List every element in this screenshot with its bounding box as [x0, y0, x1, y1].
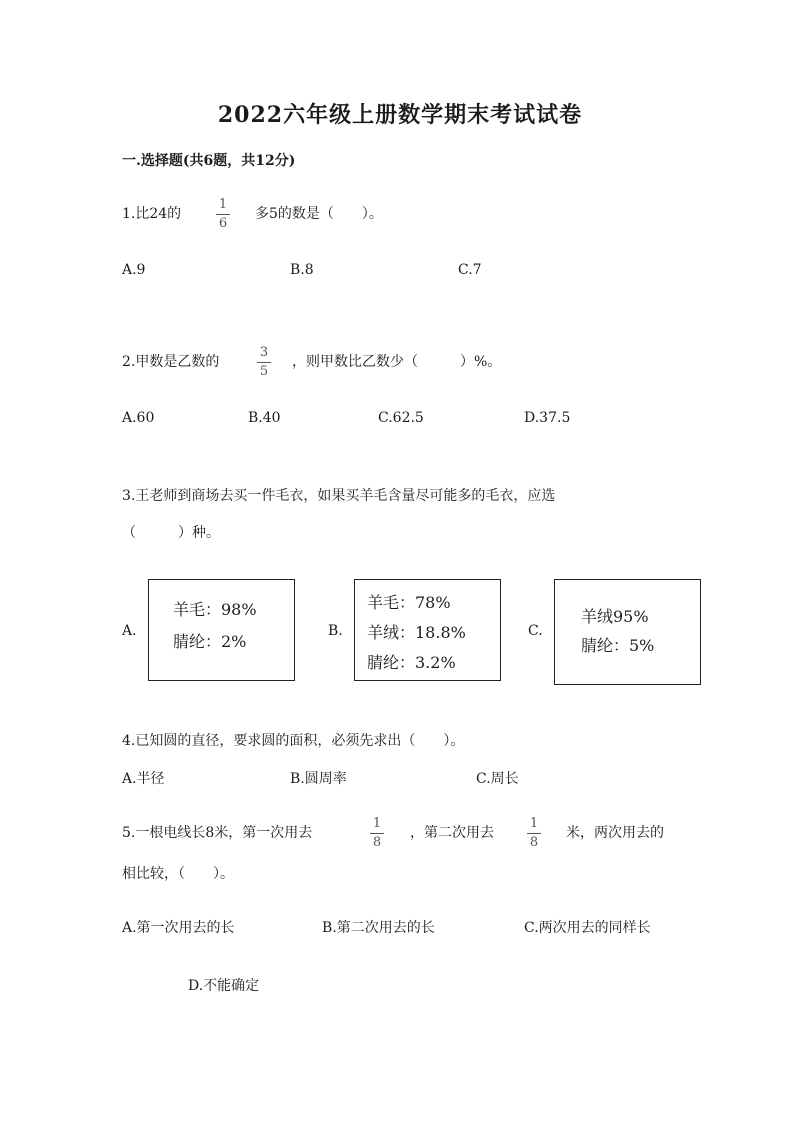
question-4-text: 4.已知圆的直径，要求圆的面积，必须先求出（ ）。: [122, 733, 465, 749]
question-3-option-a-box[interactable]: [148, 579, 295, 681]
question-3-option-a-label[interactable]: A.: [122, 623, 137, 639]
question-5-option-d[interactable]: D.不能确定: [188, 978, 260, 994]
question-3-text-line1: 3.王老师到商场去买一件毛衣，如果买羊毛含量尽可能多的毛衣，应选: [122, 488, 556, 504]
question-5-option-b[interactable]: B.第二次用去的长: [322, 920, 435, 936]
question-5-fraction-2: [524, 817, 544, 850]
question-1-option-b[interactable]: B.8: [290, 262, 314, 278]
fraction-numerator: 3: [259, 345, 269, 360]
question-1-fraction: [213, 198, 233, 231]
section-heading: 一.选择题(共6题，共12分): [122, 153, 296, 169]
question-2-option-a[interactable]: A.60: [122, 410, 155, 426]
composition-line: 腈纶：2%: [173, 632, 247, 651]
question-1-text-post: 多5的数是（ ）。: [255, 206, 383, 222]
question-2-option-b[interactable]: B.40: [248, 410, 281, 426]
question-2-text-post: ，则甲数比乙数少（ ）%。: [292, 354, 502, 370]
question-3-option-c-box[interactable]: [554, 579, 701, 685]
composition-line: 腈纶：3.2%: [367, 653, 456, 672]
question-5-fraction-1: [367, 817, 387, 850]
fraction-numerator: 1: [218, 197, 228, 212]
question-4-option-a[interactable]: A.半径: [122, 771, 165, 787]
question-3-option-b-label[interactable]: B.: [328, 623, 343, 639]
fraction-denominator: 8: [529, 835, 539, 850]
question-3-option-b-box[interactable]: [354, 579, 501, 681]
composition-line: 羊毛：98%: [173, 600, 257, 619]
fraction-numerator: 1: [529, 816, 539, 831]
question-5-text-post: 米，两次用去的: [566, 825, 664, 841]
composition-line: 腈纶：5%: [581, 636, 655, 655]
question-2-option-d[interactable]: D.37.5: [524, 410, 571, 426]
question-5-text-pre: 5.一根电线长8米，第一次用去: [122, 825, 313, 841]
fraction-bar: [370, 833, 384, 834]
fraction-denominator: 5: [259, 364, 269, 379]
question-5-option-a[interactable]: A.第一次用去的长: [122, 920, 235, 936]
question-1-option-c[interactable]: C.7: [458, 262, 482, 278]
fraction-denominator: 8: [372, 835, 382, 850]
fraction-bar: [527, 833, 541, 834]
composition-line: 羊绒：18.8%: [367, 623, 466, 642]
question-2-fraction: [254, 346, 274, 379]
fraction-bar: [216, 214, 230, 215]
fraction-numerator: 1: [372, 816, 382, 831]
question-1-option-a[interactable]: A.9: [122, 262, 146, 278]
composition-line: 羊绒95%: [581, 607, 649, 626]
question-2-text-pre: 2.甲数是乙数的: [122, 354, 220, 370]
question-5-text-mid: ，第二次用去: [410, 825, 494, 841]
composition-line: 羊毛：78%: [367, 593, 451, 612]
question-3-option-c-label[interactable]: C.: [528, 623, 543, 639]
question-4-option-c[interactable]: C.周长: [476, 771, 519, 787]
question-1-text-pre: 1.比24的: [122, 206, 182, 222]
page-title: 2022六年级上册数学期末考试试卷: [217, 102, 583, 128]
question-4-option-b[interactable]: B.圆周率: [290, 771, 347, 787]
fraction-bar: [257, 362, 271, 363]
fraction-denominator: 6: [218, 216, 228, 231]
question-3-text-line2: （ ）种。: [122, 525, 220, 541]
question-5-text-line2: 相比较，（ ）。: [122, 866, 234, 882]
question-5-option-c[interactable]: C.两次用去的同样长: [524, 920, 651, 936]
question-2-option-c[interactable]: C.62.5: [378, 410, 424, 426]
